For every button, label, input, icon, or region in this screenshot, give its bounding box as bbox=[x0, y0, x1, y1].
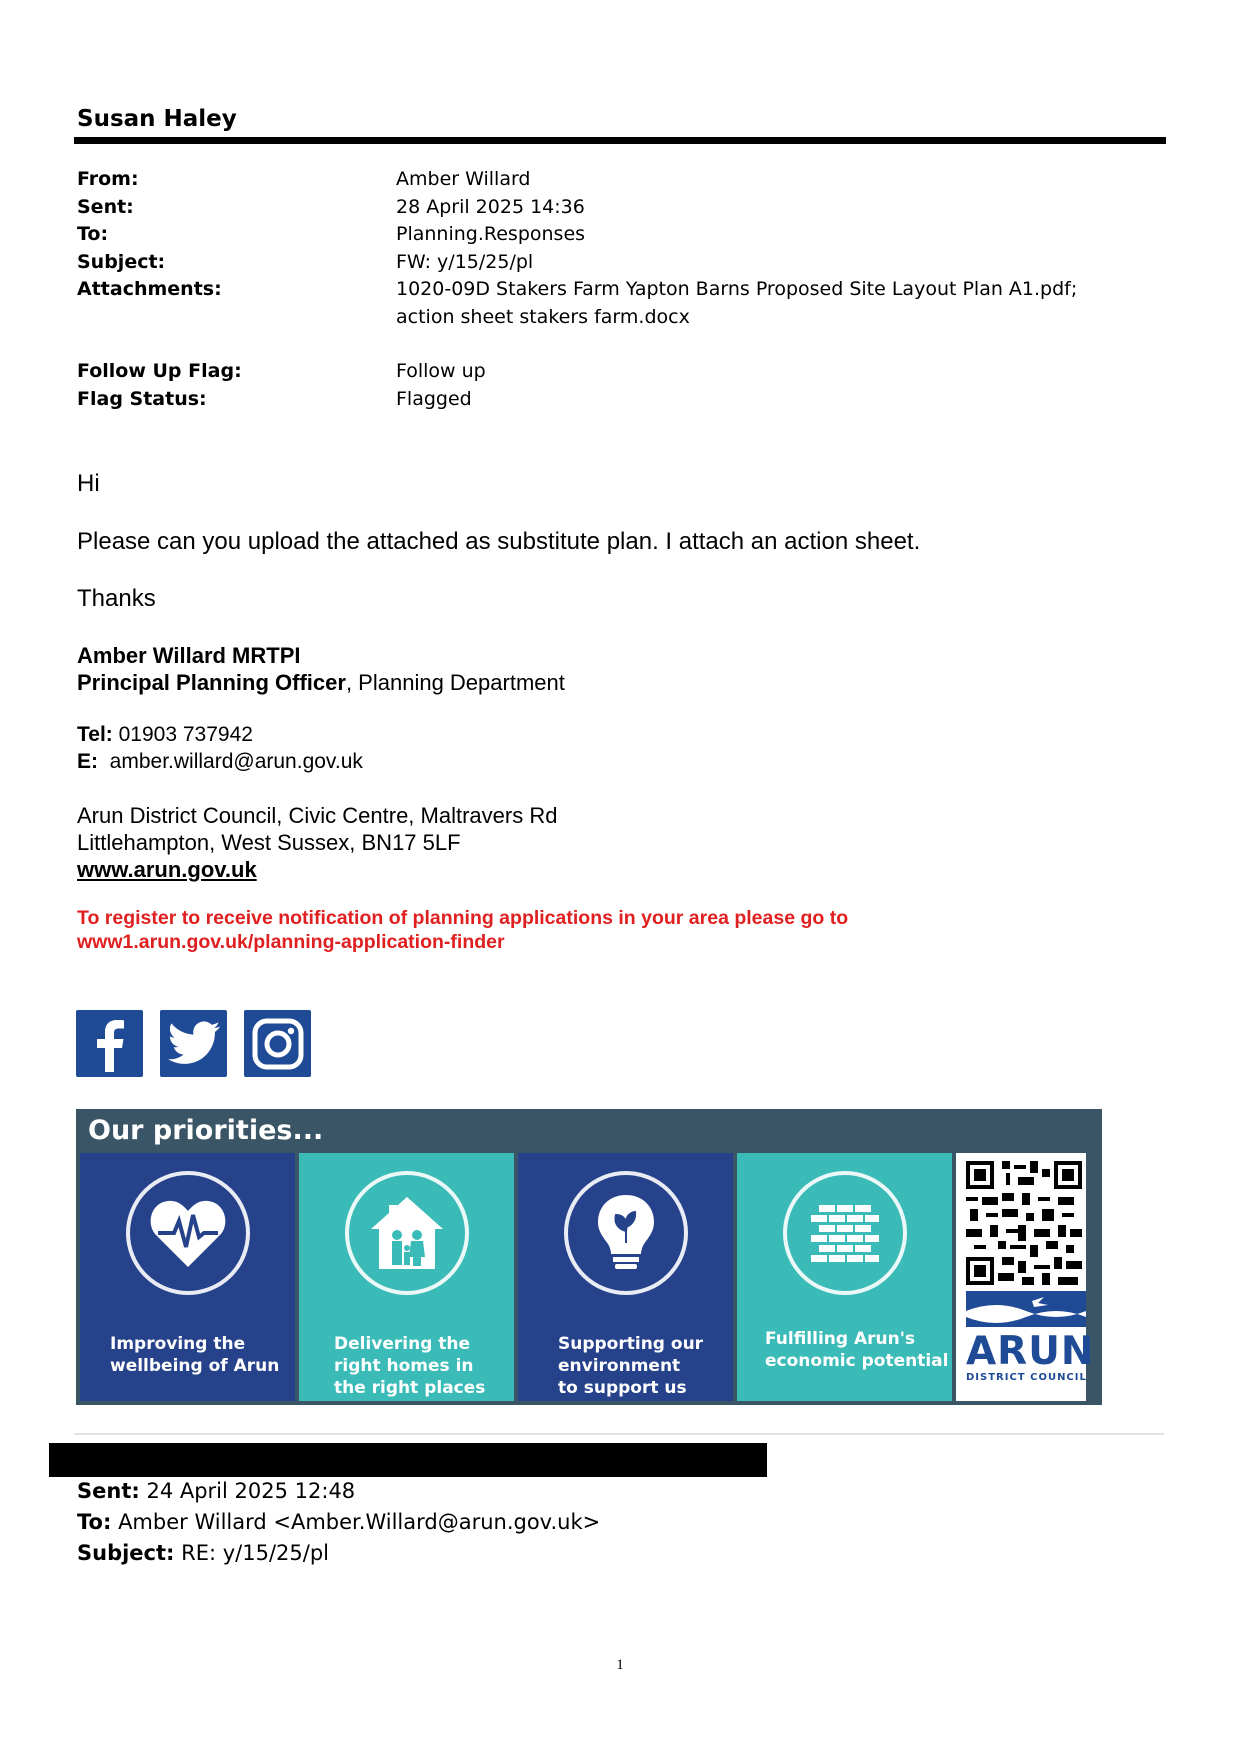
prev-sent-value: 24 April 2025 12:48 bbox=[146, 1479, 356, 1503]
arun-logo bbox=[966, 1291, 1095, 1383]
address-line: Littlehampton, West Sussex, BN17 5LF bbox=[77, 830, 461, 855]
header-label: To: bbox=[77, 223, 109, 245]
priority-tile-economy bbox=[737, 1153, 952, 1401]
lightbulb-leaf-icon bbox=[564, 1171, 688, 1295]
qr-and-logo bbox=[956, 1153, 1095, 1401]
prev-to-value: Amber Willard <Amber.Willard@arun.gov.uk> bbox=[118, 1510, 601, 1534]
caption-line: Fulfilling Arun's bbox=[765, 1329, 916, 1349]
flag-status bbox=[77, 386, 1167, 414]
tile-caption bbox=[334, 1333, 514, 1399]
header-label: From: bbox=[77, 168, 139, 190]
caption-line: the right places bbox=[334, 1378, 486, 1398]
priority-tile-environment bbox=[518, 1153, 733, 1401]
redacted-sender-bar bbox=[49, 1443, 767, 1477]
email-headers bbox=[77, 166, 1167, 413]
header-label: Flag Status: bbox=[77, 387, 207, 410]
attachments-list[interactable]: 1020-09D Stakers Farm Yapton Barns Proposed Site Layout Plan A1.pdf; action sheet stakers farm.docx bbox=[396, 278, 1078, 328]
facebook-icon[interactable] bbox=[76, 1010, 143, 1077]
tile-caption bbox=[558, 1333, 738, 1399]
previous-message-headers bbox=[77, 1476, 600, 1569]
logo-sub: DISTRICT COUNCIL bbox=[966, 1372, 1087, 1383]
email-label: E: bbox=[77, 750, 98, 773]
caption-line: to support us bbox=[558, 1378, 687, 1398]
website-link[interactable]: www.arun.gov.uk bbox=[77, 857, 257, 882]
prev-subject-label: Subject: bbox=[77, 1541, 175, 1565]
waves-bird-icon bbox=[966, 1291, 1086, 1327]
banner-title: Our priorities... bbox=[88, 1115, 324, 1146]
social-links bbox=[76, 1010, 311, 1077]
caption-line: Improving the bbox=[110, 1334, 246, 1354]
prev-to-label: To: bbox=[77, 1510, 112, 1534]
mailbox-owner-name: Susan Haley bbox=[77, 106, 237, 132]
header-label: Follow Up Flag: bbox=[77, 360, 242, 382]
closing: Thanks bbox=[77, 585, 156, 612]
header-value: 28 April 2025 14:36 bbox=[396, 195, 585, 218]
logo-word: ARUN bbox=[966, 1329, 1095, 1374]
tel-number: 01903 737942 bbox=[118, 723, 253, 746]
header-to bbox=[77, 221, 1167, 249]
follow-up-flag bbox=[77, 358, 1167, 386]
caption-line: environment bbox=[558, 1356, 681, 1376]
priority-tile-homes bbox=[299, 1153, 514, 1401]
email-link[interactable]: amber.willard@arun.gov.uk bbox=[109, 750, 363, 773]
header-subject bbox=[77, 249, 1167, 277]
greeting: Hi bbox=[77, 470, 100, 497]
tel-label: Tel: bbox=[77, 723, 113, 746]
caption-line: right homes in bbox=[334, 1356, 474, 1376]
header-value: Planning.Responses bbox=[396, 223, 586, 245]
signature-department: , Planning Department bbox=[345, 670, 565, 695]
header-value: Follow up bbox=[396, 360, 486, 382]
notice-text: To register to receive notification of planning applications in your area please go to bbox=[77, 907, 849, 929]
header-value: FW: y/15/25/pl bbox=[396, 250, 534, 273]
instagram-icon[interactable] bbox=[244, 1010, 311, 1077]
priorities-banner bbox=[76, 1109, 1102, 1405]
priority-tile-wellbeing bbox=[80, 1153, 295, 1401]
address-line: Arun District Council, Civic Centre, Maltravers Rd bbox=[77, 803, 558, 828]
house-family-icon bbox=[345, 1171, 469, 1295]
header-attachments bbox=[77, 276, 1167, 331]
prev-subject-value: RE: y/15/25/pl bbox=[181, 1541, 329, 1565]
caption-line: Supporting our bbox=[558, 1334, 704, 1354]
header-label: Subject: bbox=[77, 250, 166, 273]
qr-code-icon[interactable] bbox=[966, 1161, 1082, 1285]
brick-wall-icon bbox=[783, 1171, 907, 1295]
prev-sent-label: Sent: bbox=[77, 1479, 140, 1503]
heart-icon bbox=[126, 1171, 250, 1295]
header-label: Attachments: bbox=[77, 278, 222, 300]
page-number: 1 bbox=[616, 1657, 624, 1673]
caption-line: wellbeing of Arun bbox=[110, 1356, 280, 1376]
caption-line: Delivering the bbox=[334, 1334, 471, 1354]
contact-block bbox=[77, 721, 363, 775]
signature-title: Principal Planning Officer bbox=[77, 670, 346, 695]
header-value: Amber Willard bbox=[396, 168, 531, 190]
tile-caption bbox=[110, 1333, 290, 1377]
address-block bbox=[77, 802, 557, 883]
signature-block bbox=[77, 642, 565, 696]
planning-notice bbox=[77, 906, 848, 954]
message-separator bbox=[74, 1433, 1164, 1435]
tile-caption bbox=[765, 1328, 955, 1372]
header-from bbox=[77, 166, 1167, 194]
twitter-icon[interactable] bbox=[160, 1010, 227, 1077]
caption-line: economic potential bbox=[765, 1351, 949, 1371]
notice-link[interactable]: www1.arun.gov.uk/planning-application-finder bbox=[77, 931, 505, 953]
signature-name: Amber Willard MRTPI bbox=[77, 643, 301, 668]
header-label: Sent: bbox=[77, 195, 134, 218]
header-rule bbox=[74, 137, 1166, 144]
header-sent bbox=[77, 194, 1167, 222]
header-value: Flagged bbox=[396, 387, 472, 410]
message-text: Please can you upload the attached as substitute plan. I attach an action sheet. bbox=[77, 528, 921, 555]
